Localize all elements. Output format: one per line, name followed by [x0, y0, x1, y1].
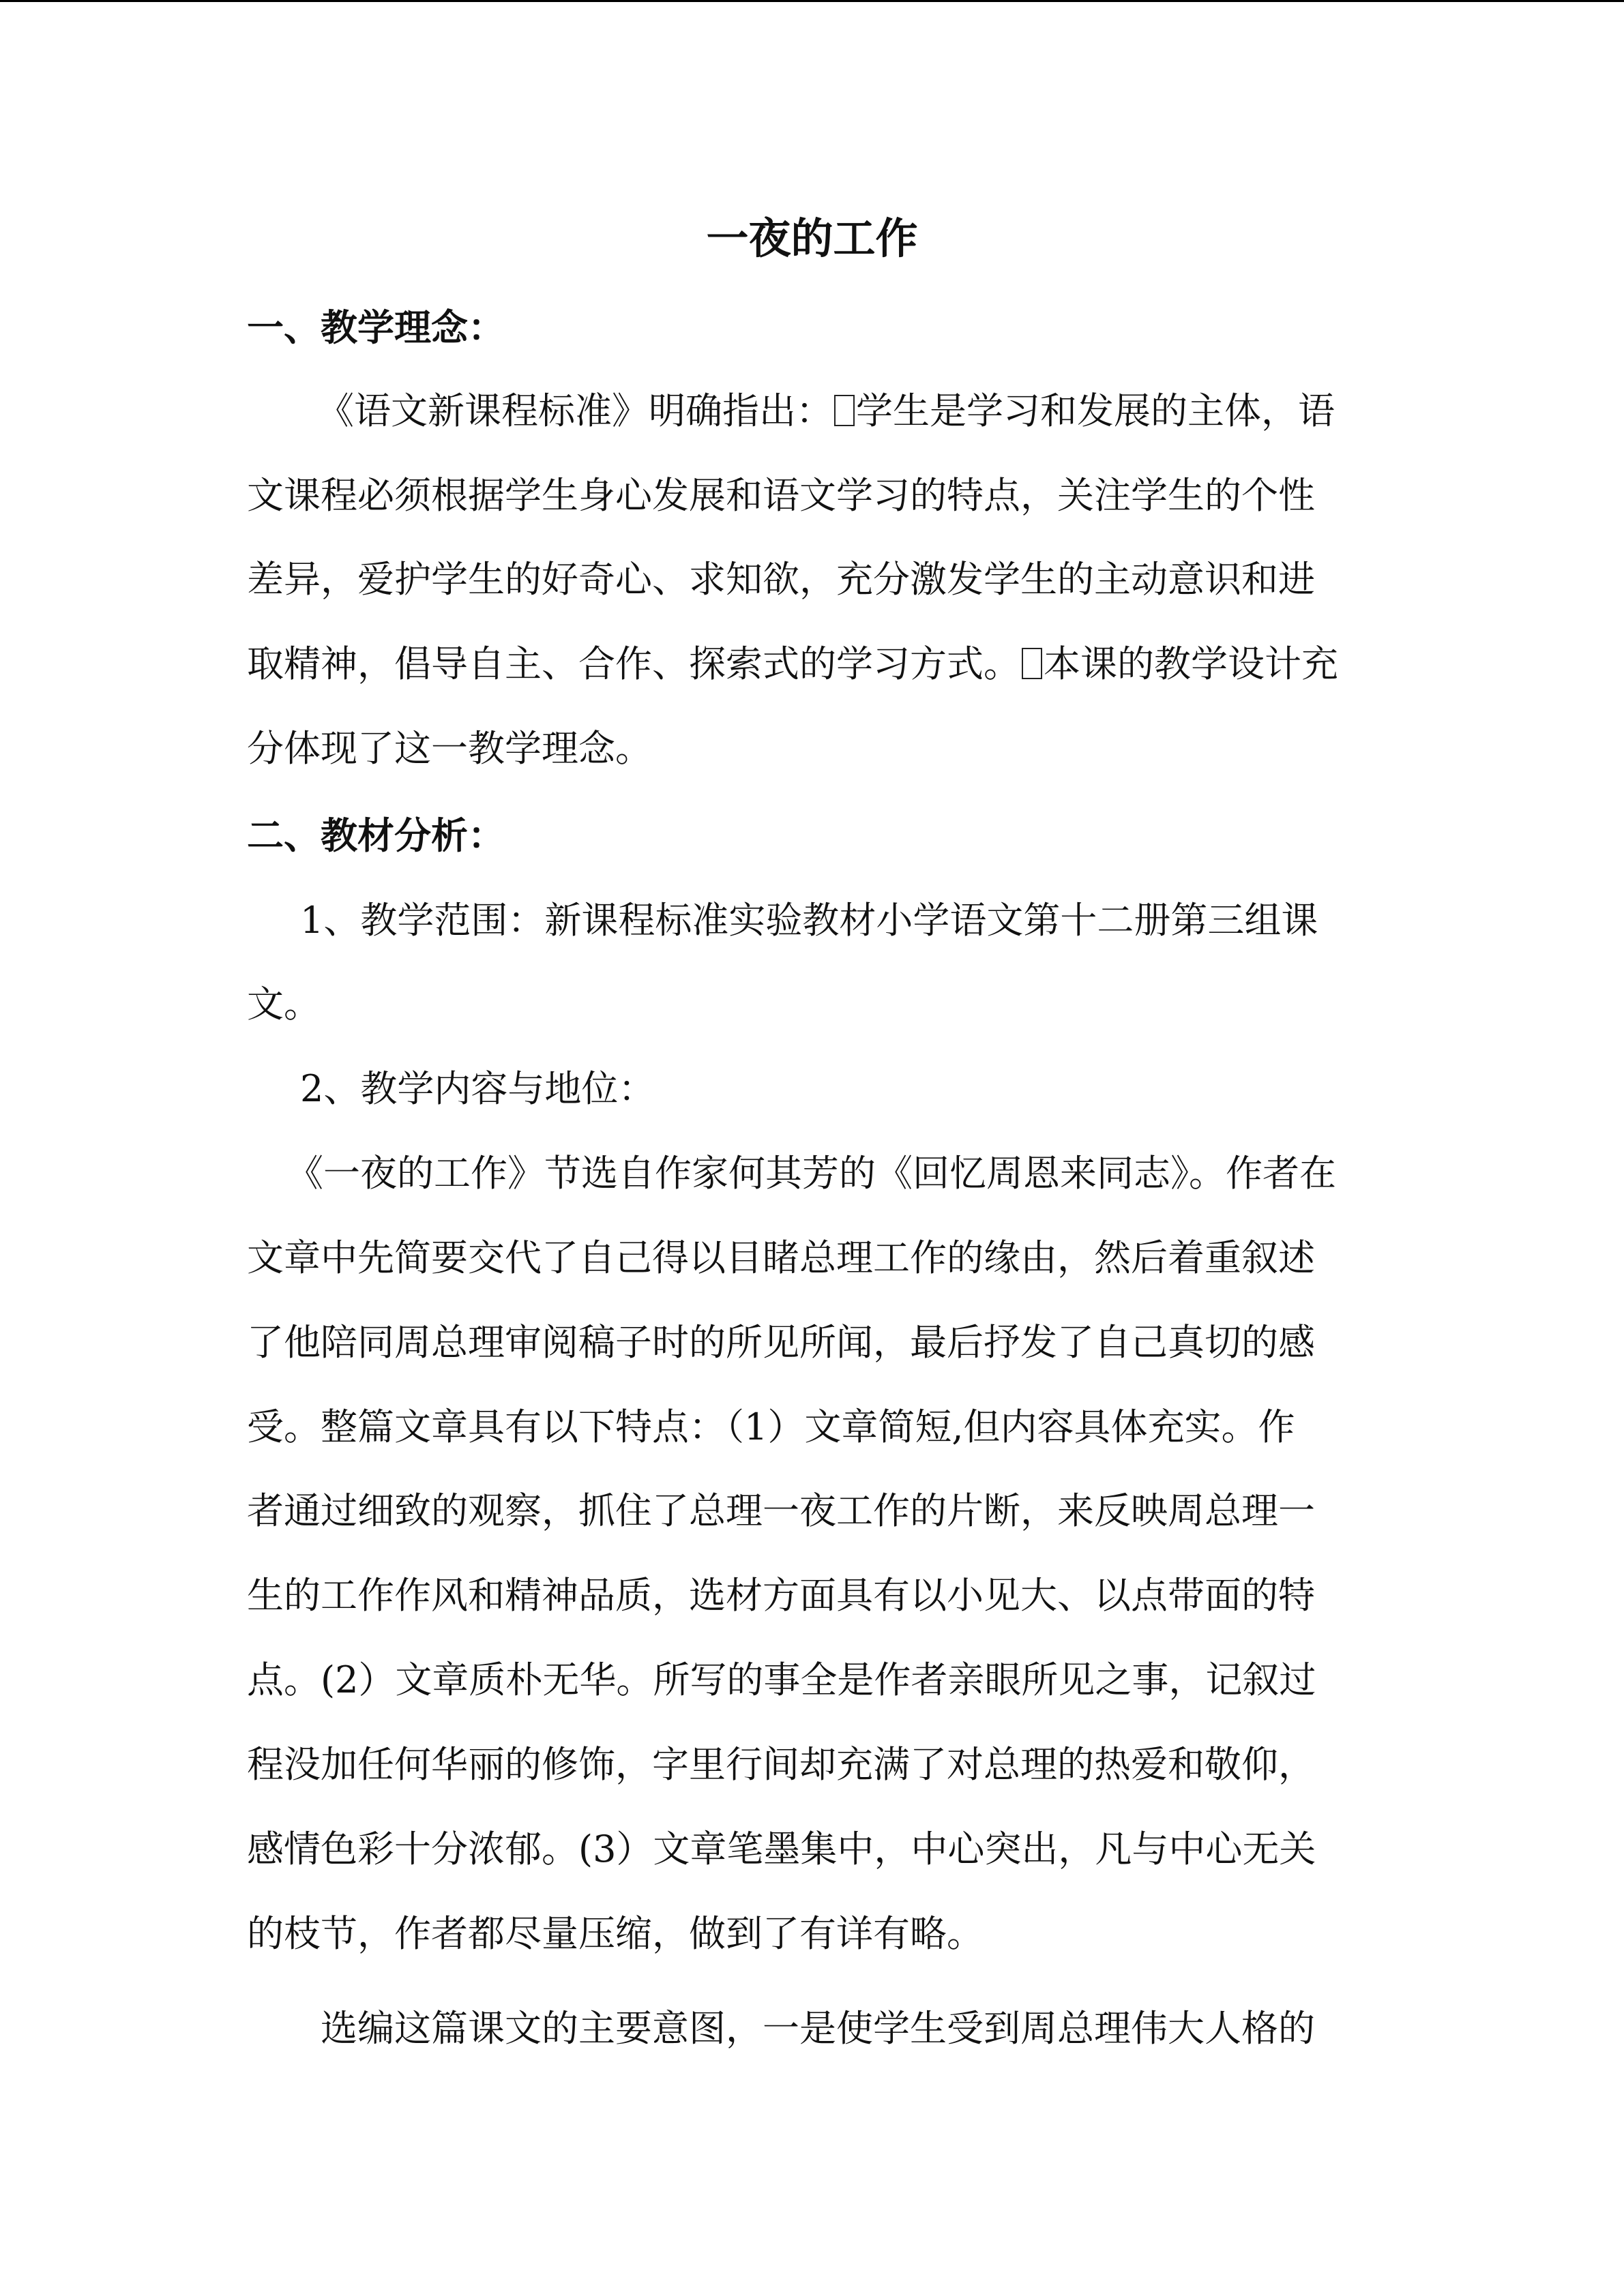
- paragraph-line: 程没加任何华丽的修饰，字里行间却充满了对总理的热爱和敬仰，: [247, 1743, 1315, 1786]
- list-item-continuation: 文。: [247, 983, 321, 1026]
- text-span: 学生是学习和发展的主体，语: [856, 389, 1335, 432]
- paragraph-line: 点。(2）文章质朴无华。所写的事全是作者亲眼所见之事，记叙过: [247, 1658, 1316, 1701]
- list-item-content-position: 2、教学内容与地位：: [300, 1067, 655, 1110]
- text-span: 《语文新课程标准》明确指出：: [317, 389, 833, 432]
- paragraph-line: 文课程必须根据学生身心发展和语文学习的特点，关注学生的个性: [247, 474, 1315, 517]
- paragraph-line: 生的工作作风和精神品质，选材方面具有以小见大、以点带面的特: [247, 1574, 1315, 1617]
- paragraph-line: 了他陪同周总理审阅稿子时的所见所闻，最后抒发了自己真切的感: [247, 1321, 1315, 1364]
- missing-glyph-box: [834, 395, 855, 426]
- paragraph-line: 文章中先简要交代了自己得以目睹总理工作的缘由，然后着重叙述: [247, 1236, 1315, 1279]
- paragraph-line: 的枝节，作者都尽量压缩，做到了有详有略。: [247, 1912, 984, 1955]
- text-span: 取精神，倡导自主、合作、探索式的学习方式。: [247, 642, 1020, 685]
- paragraph-line: 分体现了这一教学理念。: [247, 727, 652, 770]
- text-span: 本课的教学设计充: [1044, 642, 1338, 685]
- missing-glyph-box: [1022, 648, 1042, 679]
- section-heading-teaching-philosophy: 一、教学理念：: [247, 305, 505, 349]
- paragraph-line: 差异，爱护学生的好奇心、求知欲，充分激发学生的主动意识和进: [247, 558, 1315, 601]
- paragraph-line: 感情色彩十分浓郁。(3）文章笔墨集中，中心突出，凡与中心无关: [247, 1828, 1316, 1870]
- paragraph-line: 者通过细致的观察，抓住了总理一夜工作的片断，来反映周总理一: [247, 1489, 1315, 1532]
- section-heading-material-analysis: 二、教材分析：: [247, 814, 505, 857]
- paragraph-line: [317, 384, 1335, 438]
- paragraph-line: 《一夜的工作》节选自作家何其芳的《回忆周恩来同志》。作者在: [286, 1152, 1336, 1195]
- document-title: 一夜的工作: [706, 213, 918, 263]
- paragraph-line: 选编这篇课文的主要意图，一是使学生受到周总理伟大人格的: [321, 2007, 1315, 2050]
- paragraph-line: 受。整篇文章具有以下特点：（1）文章简短,但内容具体充实。作: [247, 1405, 1295, 1448]
- list-item-teaching-scope: 1、教学范围：新课程标准实验教材小学语文第十二册第三组课: [300, 899, 1318, 942]
- paragraph-line: [247, 637, 1338, 691]
